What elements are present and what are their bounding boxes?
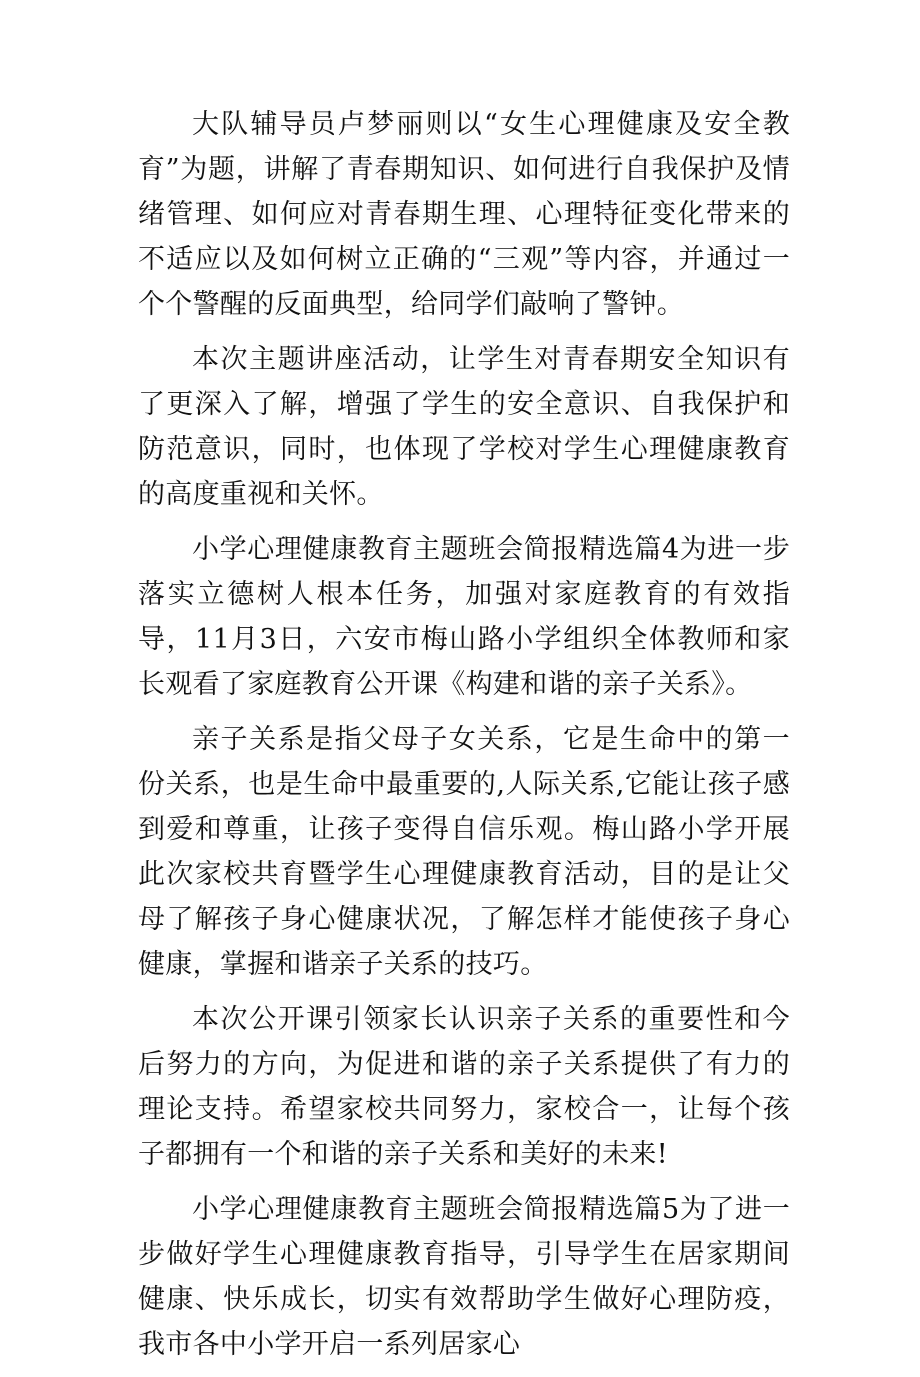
paragraph-5: 本次公开课引领家长认识亲子关系的重要性和今后努力的方向，为促进和谐的亲子关系提供了有力的理论支持。希望家校共同努力，家校合一，让每个孩子都拥有一个和谐的亲子关系和美好的未来! (138, 1004, 790, 1170)
paragraph-2: 本次主题讲座活动，让学生对青春期安全知识有了更深入了解，增强了学生的安全意识、自我保护和防范意识，同时，也体现了学校对学生心理健康教育的高度重视和关怀。 (138, 344, 790, 510)
paragraph-1: 大队辅导员卢梦丽则以“女生心理健康及安全教育”为题，讲解了青春期知识、如何进行自我保护及情绪管理、如何应对青春期生理、心理特征变化带来的不适应以及如何树立正确的“三观”等内容，并通过一个个警醒的反面典型，给同学们敲响了警钟。 (138, 109, 790, 320)
paragraph-3: 小学心理健康教育主题班会简报精选篇4为进一步落实立德树人根本任务，加强对家庭教育的有效指导，11月3日，六安市梅山路小学组织全体教师和家长观看了家庭教育公开课《构建和谐的亲子关系》。 (138, 534, 790, 700)
paragraph-6: 小学心理健康教育主题班会简报精选篇5为了进一步做好学生心理健康教育指导，引导学生在居家期间健康、快乐成长，切实有效帮助学生做好心理防疫，我市各中小学开启一系列居家心 (138, 1194, 790, 1360)
document-body (138, 102, 790, 1377)
paragraph-4: 亲子关系是指父母子女关系，它是生命中的第一份关系，也是生命中最重要的,人际关系,它能让孩子感到爱和尊重，让孩子变得自信乐观。梅山路小学开展此次家校共育暨学生心理健康教育活动，目的是让父母了解孩子身心健康状况，了解怎样才能使孩子身心健康，掌握和谐亲子关系的技巧。 (138, 724, 790, 980)
